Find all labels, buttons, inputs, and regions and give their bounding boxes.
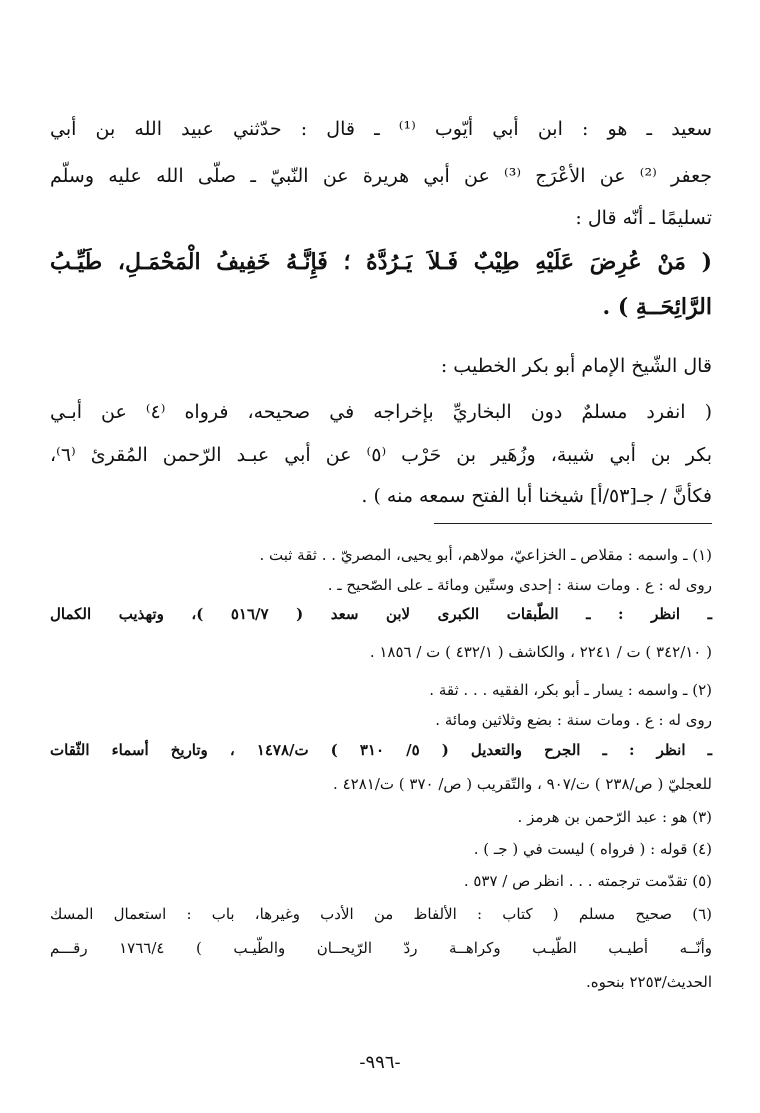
footnote-line-11: (٥) تقدّمت ترجمته . . . انظر ص / ٥٣٧ . [463,872,712,890]
footnote-line-5: (٢) ـ واسمه : يسار ـ أبو بكر، الفقيه . . . ثقة . [429,681,712,699]
footnote-line-13: وأنّــه أطيـب الطّيـب وكراهــة ردّ الرّيحــان والطّيـب ) ١٧٦٦/٤ رقـــم [50,939,712,957]
hadith-line-2: الرَّائِحَــةِ ) . [602,294,712,320]
footnote-line-9: (٣) هو : عبد الرّحمن بن هرمز . [517,808,712,826]
sheikh-heading: قال الشّيخ الإمام أبو بكر الخطيب : [440,355,712,377]
commentary-line-3: فكأنَّ / جـ[٥٣/أ] شيخنا أبا الفتح سمعه منه ) . [361,485,712,507]
footnote-line-12: (٦) صحيح مسلم ( كتاب : الألفاظ من الأدب وغيرها، باب : استعمال المسك [50,905,712,923]
footnote-line-8: للعجليّ ( ص/٢٣٨ ) ت/٩٠٧ ، والتّقريب ( ص/ ٣٧٠ ) ت/٤٢٨١ . [333,775,712,793]
page-number: -٩٩٦- [359,1052,401,1073]
commentary-line-1: ( انفرد مسلمٌ دون البخاريِّ بإخراجه في صحيحه، فرواه ⁽٤⁾ عن أبـي [50,401,712,423]
main-text-line-2: جعفر ⁽²⁾ عن الأعْرَج ⁽³⁾ عن أبي هريرة عن النّبيّ ـ صلّى الله عليه وسلّم [50,165,713,187]
commentary-line-2: بكر بن أبي شيبة، وزُهَير بن حَرْب ⁽٥⁾ عن أبي عبـد الرّحمن المُقرئ ⁽٦⁾، [50,444,712,466]
footnote-line-3: ـ انظر : ـ الطّبقات الكبرى لابن سعد ( ٥١٦/٧ )، وتهذيب الكمال [50,605,712,623]
footnote-line-2: روى له : ع . ومات سنة : إحدى وستّين ومائة ـ على الصّحيح ـ . [327,576,712,594]
footnote-separator [434,523,712,524]
footnote-line-10: (٤) قوله : ( فرواه ) ليست في ( جـ ) . [473,840,712,858]
main-text-line-3: تسليمًا ـ أنّه قال : [575,207,712,229]
main-text-line-1: سعيد ـ هو : ابن أبي أيّوب ⁽¹⁾ ـ قال : حدّثني عبيد الله بن أبي [50,118,712,140]
footnote-line-14: الحديث/٢٢٥٣ بنحوه. [585,973,712,991]
footnote-line-7: ـ انظر : ـ الجرح والتعديل ( ٥/ ٣١٠ ) ت/١٤٧٨ ، وتاريخ أسماء الثّقات [50,741,712,759]
hadith-line-1: ( مَنْ عُرِضَ عَلَيْهِ طِيْبٌ فَـلاَ يَـرُدَّهُ ؛ فَإِنَّـهُ خَفِيفُ الْمَحْمَـلِ، طَيِّـبُ [50,249,712,275]
footnote-line-6: روى له : ع . ومات سنة : بضع وثلاثين ومائة . [435,711,712,729]
footnote-line-4: ( ٣٤٢/١٠ ) ت / ٢٢٤١ ، والكاشف ( ٤٣٢/١ ) ت / ١٨٥٦ . [369,643,712,661]
footnote-line-1: (١) ـ واسمه : مقلاص ـ الخزاعيّ، مولاهم، أبو يحيى، المصريّ . . ثقة ثبت . [259,546,712,564]
